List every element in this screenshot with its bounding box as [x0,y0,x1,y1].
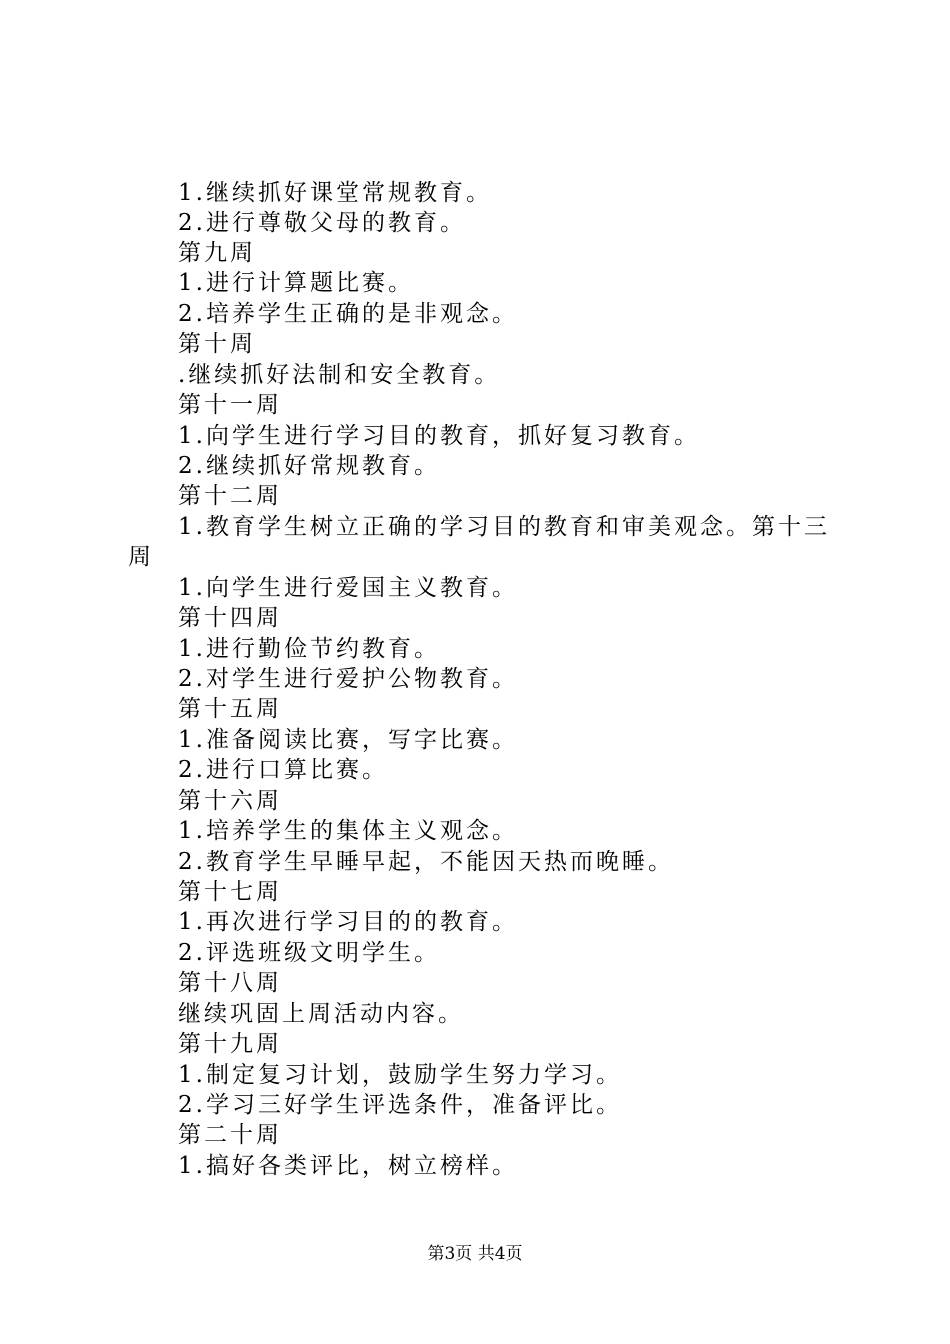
text-line: 1.培养学生的集体主义观念。 [178,818,518,844]
week-heading: 第二十周 [178,1122,282,1148]
week-heading: 第十二周 [178,483,282,509]
text-line: 1.教育学生树立正确的学习目的教育和审美观念。第十三 [178,514,830,540]
week-heading: 第十五周 [178,696,282,722]
week-heading: 第十七周 [178,879,282,905]
text-line: 1.向学生进行学习目的教育，抓好复习教育。 [178,423,700,449]
text-line: 2.评选班级文明学生。 [178,940,440,966]
text-line: 1.准备阅读比赛，写字比赛。 [178,727,518,753]
text-line: 周 [128,544,154,570]
text-line: 1.继续抓好课堂常规教育。 [178,180,492,206]
week-heading: 第十一周 [178,392,282,418]
text-line: 2.进行尊敬父母的教育。 [178,210,466,236]
week-heading: 第十四周 [178,605,282,631]
text-line: 1.搞好各类评比，树立榜样。 [178,1153,518,1179]
text-line: 1.进行勤俭节约教育。 [178,636,440,662]
text-line: 2.培养学生正确的是非观念。 [178,301,518,327]
week-heading: 第十六周 [178,788,282,814]
text-line: 1.进行计算题比赛。 [178,270,414,296]
text-line: 2.学习三好学生评选条件，准备评比。 [178,1092,622,1118]
text-line: 1.向学生进行爱国主义教育。 [178,575,518,601]
week-heading: 第九周 [178,240,256,266]
text-line: 2.教育学生早睡早起，不能因天热而晚睡。 [178,849,674,875]
week-heading: 第十九周 [178,1031,282,1057]
text-line: 1.再次进行学习目的的教育。 [178,909,518,935]
text-line: 2.继续抓好常规教育。 [178,453,440,479]
week-heading: 第十八周 [178,970,282,996]
week-heading: 第十周 [178,331,256,357]
page-footer: 第3页 共4页 [427,1244,523,1264]
text-line: 2.对学生进行爱护公物教育。 [178,666,518,692]
text-line: .继续抓好法制和安全教育。 [178,362,501,388]
text-line: 继续巩固上周活动内容。 [178,1001,464,1027]
text-line: 1.制定复习计划，鼓励学生努力学习。 [178,1062,622,1088]
text-line: 2.进行口算比赛。 [178,757,388,783]
